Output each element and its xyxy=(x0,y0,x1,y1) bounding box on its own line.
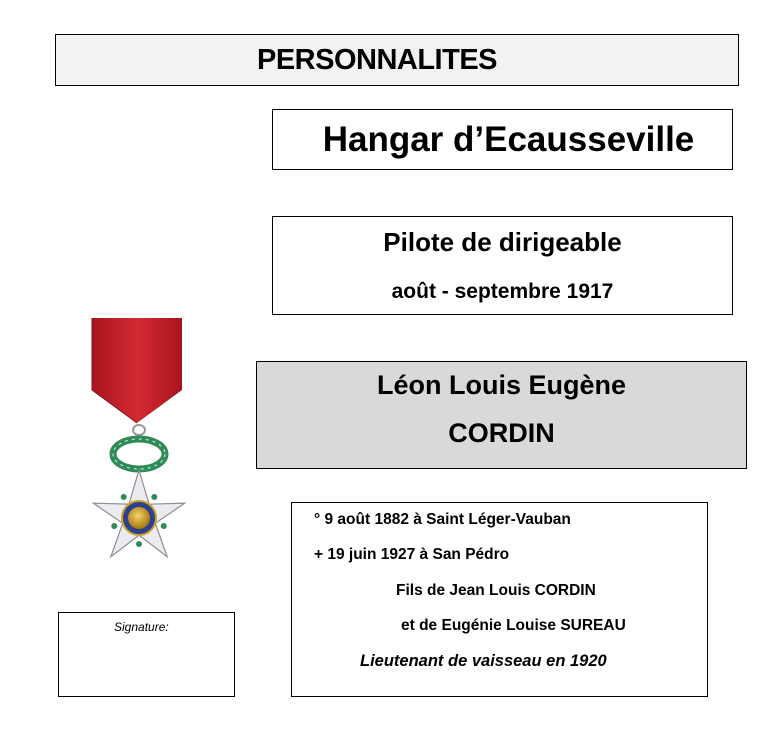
person-name-box xyxy=(256,361,747,469)
role-period: août - septembre 1917 xyxy=(391,280,614,303)
person-surname: CORDIN xyxy=(448,418,555,448)
rank-line: Lieutenant de vaisseau en 1920 xyxy=(360,652,607,670)
birth-line: ° 9 août 1882 à Saint Léger-Vauban xyxy=(314,511,571,528)
father-line: Fils de Jean Louis CORDIN xyxy=(396,582,596,599)
death-line: + 19 juin 1927 à San Pédro xyxy=(314,546,510,563)
role-title: Pilote de dirigeable xyxy=(383,227,622,257)
biography-box xyxy=(291,502,708,697)
location-title: Hangar d’Ecausseville xyxy=(322,119,695,159)
legion-of-honour-medal-icon xyxy=(82,318,202,580)
mother-line: et de Eugénie Louise SUREAU xyxy=(401,617,626,634)
person-given-names: Léon Louis Eugène xyxy=(376,370,626,400)
signature-box xyxy=(58,612,235,697)
signature-label: Signature: xyxy=(114,620,169,634)
location-box xyxy=(272,109,733,170)
page-title: PERSONNALITES xyxy=(256,43,498,76)
header-banner xyxy=(55,34,739,86)
role-box xyxy=(272,216,733,315)
